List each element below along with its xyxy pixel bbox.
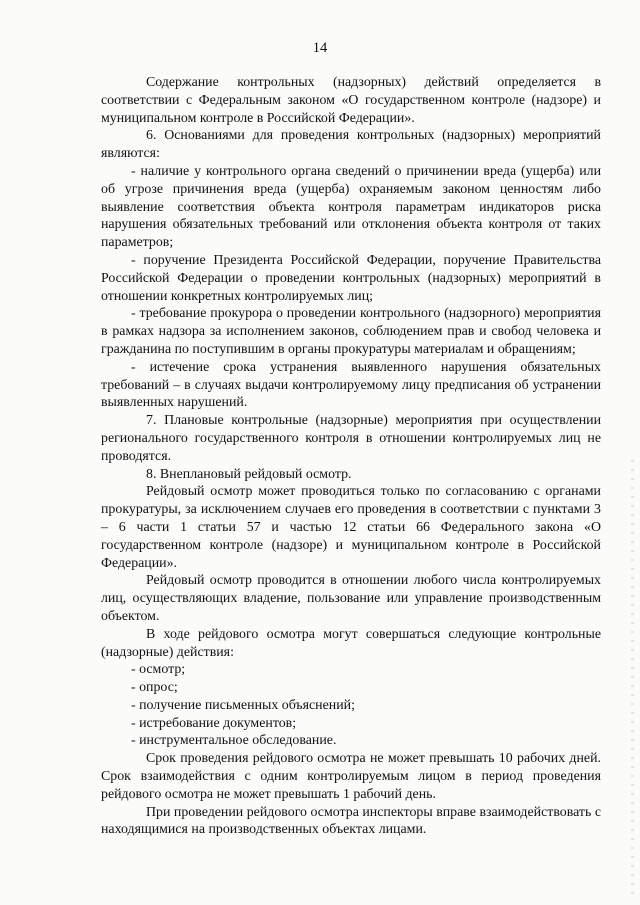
action-item-survey: - опрос; <box>131 680 178 696</box>
paragraph-8-heading: 8. Внеплановый рейдовый осмотр. <box>146 466 352 482</box>
ground-item-prosecutor-demand: - требование прокурора о проведении контрольного (надзорного) мероприятия в рамках надзора за исполнением законов, соблюдением прав и свобод человека и гражданина по поступившим в органы прокуратуры материалам и обращениям; <box>101 306 601 357</box>
paragraph-raid-inspection-scope: Рейдовый осмотр проводится в отношении любого числа контролируемых лиц, осуществляющих владение, пользование или управление производственным объектом. <box>101 573 601 624</box>
paragraph-raid-inspection-approval: Рейдовый осмотр может проводиться только по согласованию с органами прокуратуры, за исключением случаев его проведения в соответствии с пунктами 3 – 6 части 1 статьи 57 и частью 12 статьи 66 Федерального закона «О государственном контроле (надзоре) и муниципальном контроле в Российской Федерации». <box>101 484 601 571</box>
ground-item-deadline-expiry: - истечение срока устранения выявленного нарушения обязательных требований – в случаях выдачи контролируемому лицу предписания об устранении выявленных нарушений. <box>101 359 601 411</box>
paragraph-control-actions-intro: В ходе рейдового осмотра могут совершаться следующие контрольные (надзорные) действия: <box>101 626 601 660</box>
ground-item-president-order: - поручение Президента Российской Федерации, поручение Правительства Российской Федерации о проведении контрольных (надзорных) мероприятий в отношении конкретных контролируемых лиц; <box>101 252 601 304</box>
paragraph-6-grounds: 6. Основаниями для проведения контрольных (надзорных) мероприятий являются: <box>101 128 601 162</box>
paragraph-7-planned-events: 7. Плановые контрольные (надзорные) мероприятия при осуществлении регионального государственного контроля в отношении контролируемых лиц не проводятся. <box>101 413 601 464</box>
scan-edge-noise <box>631 460 634 900</box>
action-item-document-request: - истребование документов; <box>131 715 297 731</box>
action-item-instrumental-examination: - инструментальное обследование. <box>131 733 337 749</box>
action-item-inspection: - осмотр; <box>131 662 186 678</box>
paragraph-inspectors-rights: При проведении рейдового осмотра инспекторы вправе взаимодействовать с находящимися на производственных объектах лицами. <box>101 804 601 838</box>
action-item-written-explanations: - получение письменных объяснений; <box>131 697 355 713</box>
paragraph-raid-duration: Срок проведения рейдового осмотра не может превышать 10 рабочих дней. Срок взаимодействия с одним контролируемым лицом в период проведения рейдового осмотра не может превышать 1 рабочий день. <box>101 751 601 802</box>
paragraph-control-actions-basis: Содержание контрольных (надзорных) действий определяется в соответствии с Федеральным законом «О государственном контроле (надзоре) и муниципальном контроле в Российской Федерации». <box>101 75 601 126</box>
ground-item-harm-information: - наличие у контрольного органа сведений о причинении вреда (ущерба) или об угрозе причинения вреда (ущерба) охраняемым законом ценностям либо выявление соответствия объекта контроля параметрам индикаторов риска нарушения обязательных требований или отклонения объекта контроля от таких параметров; <box>101 163 601 251</box>
document-body <box>101 74 601 839</box>
page-number: 14 <box>312 40 328 56</box>
